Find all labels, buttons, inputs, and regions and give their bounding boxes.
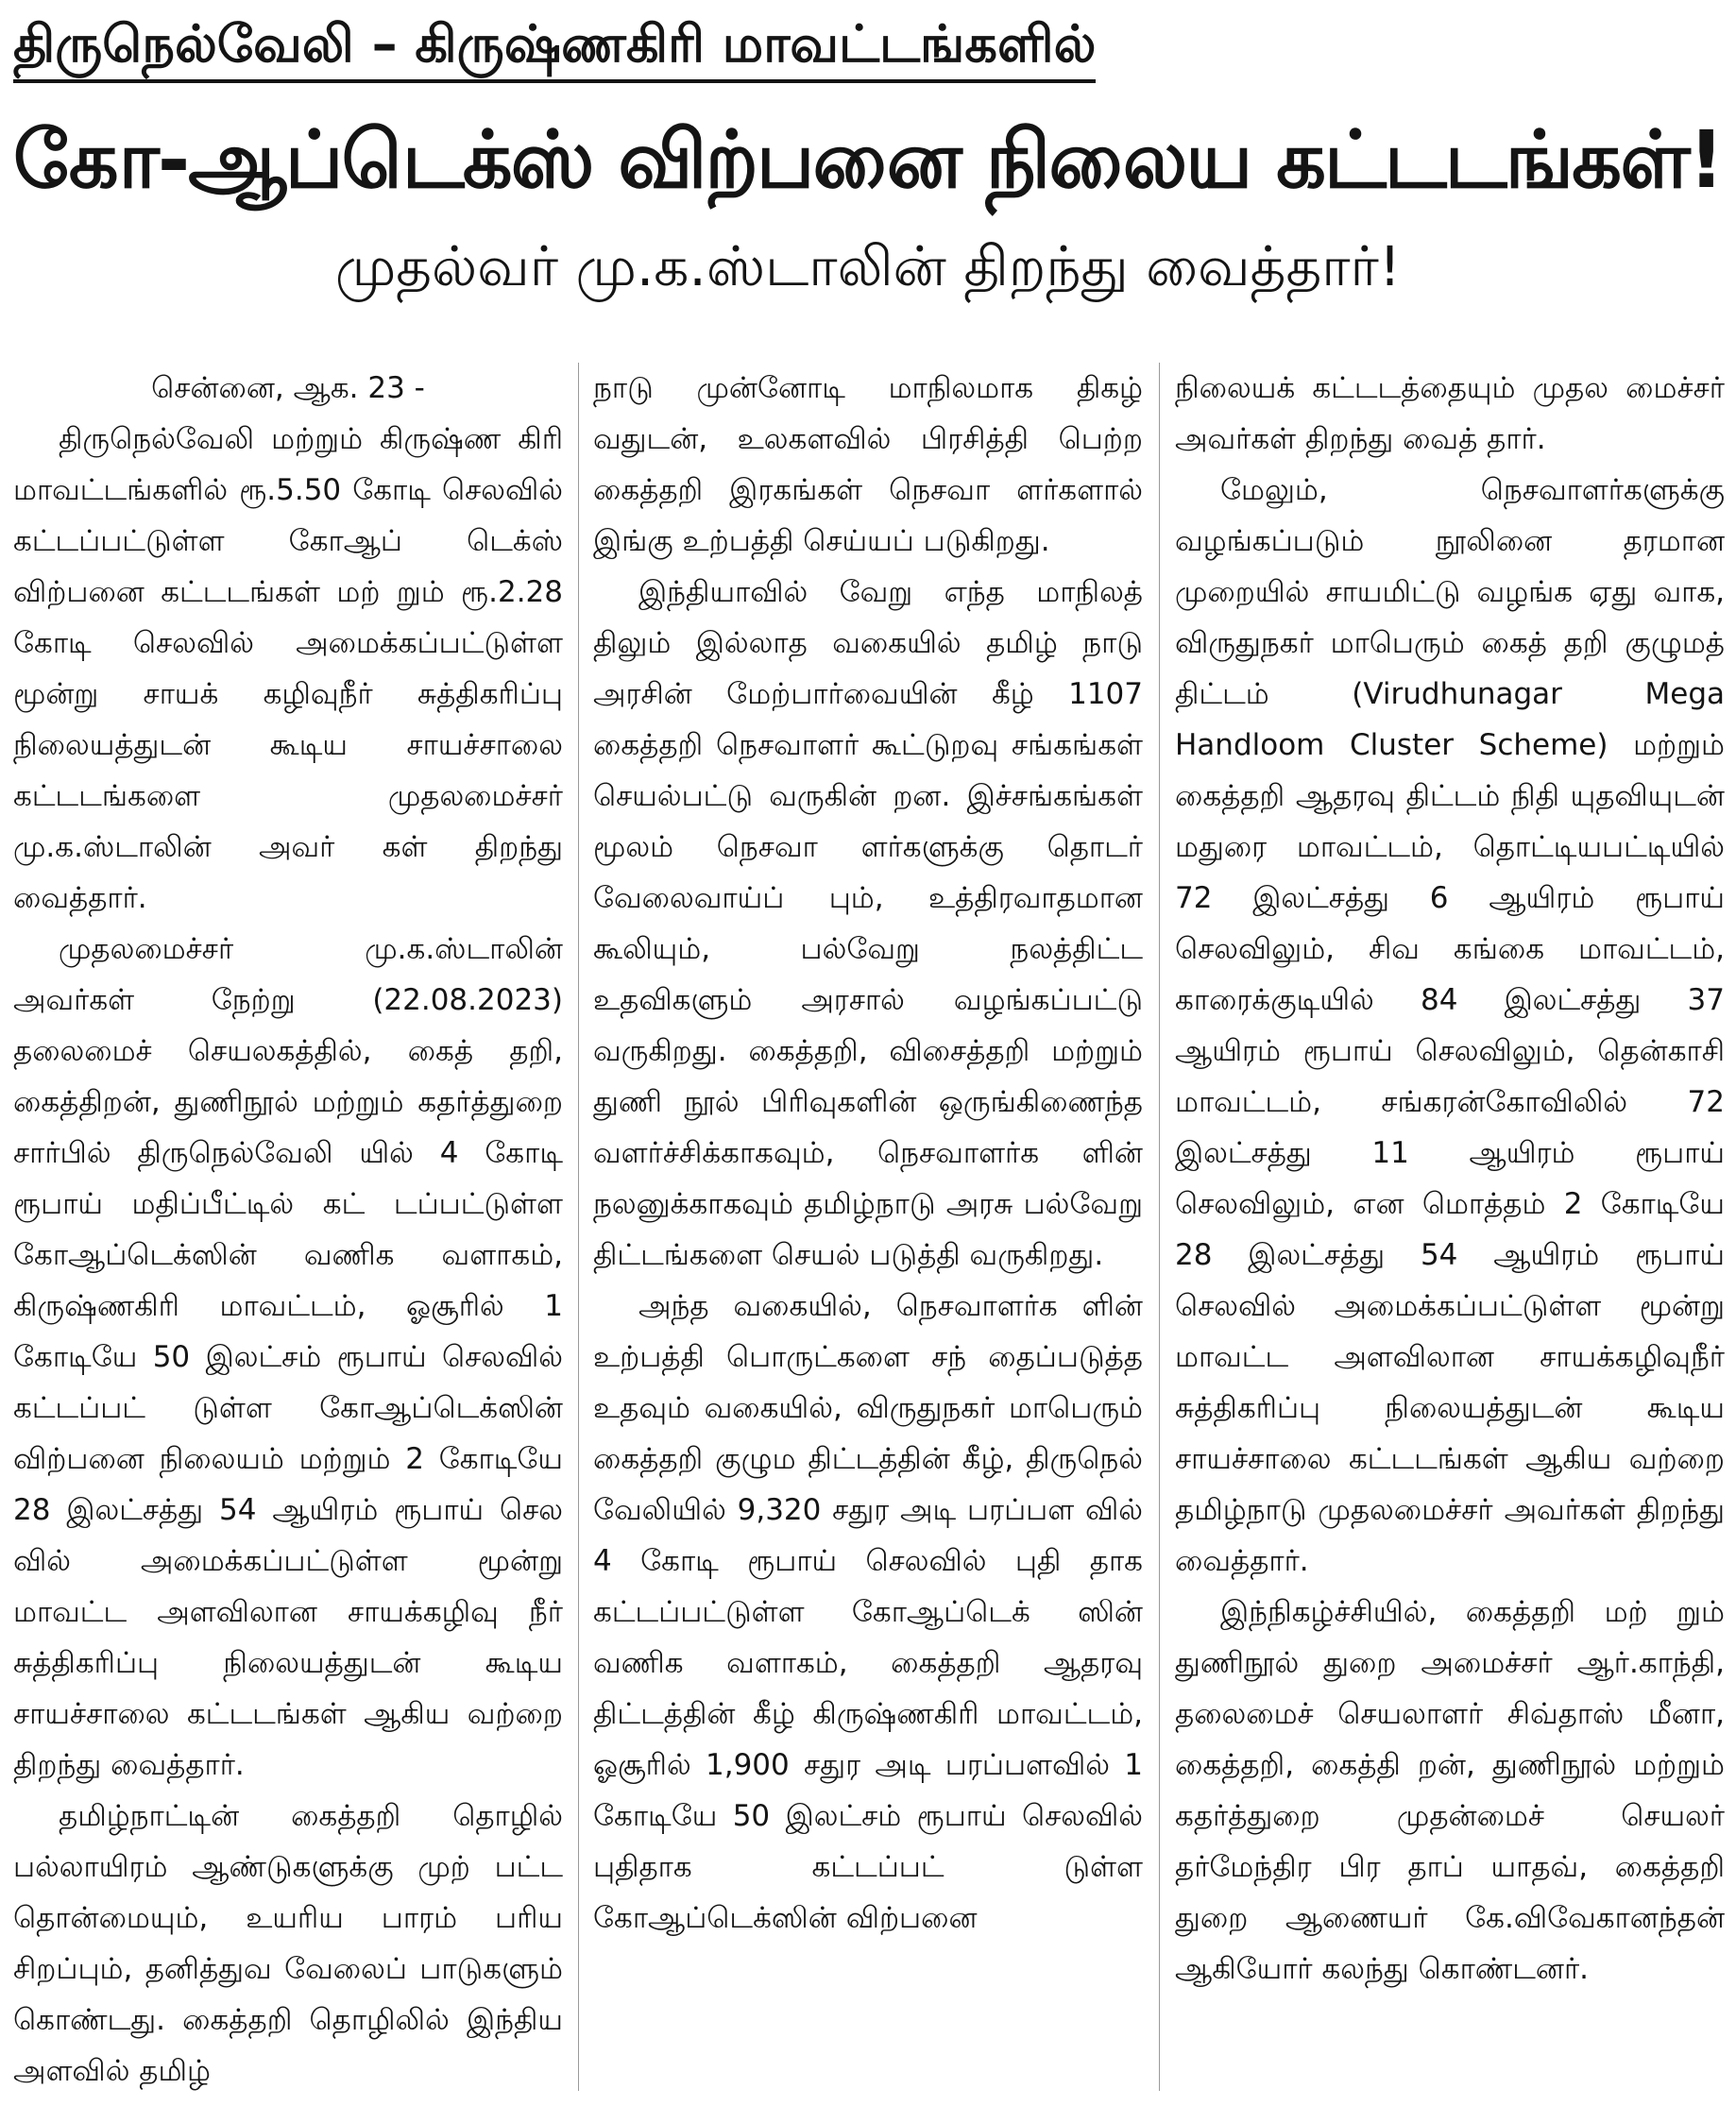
article-column-3: [1175, 363, 1725, 2091]
headline: கோ-ஆப்டெக்ஸ் விற்பனை நிலைய கட்டடங்கள்!: [13, 113, 1723, 206]
article-column-2: [593, 363, 1143, 2091]
column-divider: [1159, 363, 1160, 2091]
kicker-container: [13, 0, 1723, 87]
kicker-title: திருநெல்வேலி – கிருஷ்ணகிரி மாவட்டங்களில்: [13, 13, 1096, 83]
column-divider: [578, 363, 579, 2091]
dateline-paragraph: [13, 363, 563, 414]
dateline: சென்னை, ஆக. 23 -: [151, 371, 425, 405]
article-paragraph: இந்தியாவில் வேறு எந்த மாநிலத் திலும் இல்லாத வகையில் தமிழ் நாடு அரசின் மேற்பார்வையின் கீழ் 1107 கைத்தறி நெசவாளர் கூட்டுறவு சங்கங்கள் செயல்பட்டு வருகின் றன. இச்சங்கங்கள் மூலம் நெசவா ளர்களுக்கு தொடர் வேலைவாய்ப் பும், உத்திரவாதமான கூலியும், பல்வேறு நலத்திட்ட உதவிகளும் அரசால் வழங்கப்பட்டு வருகிறது. கைத்தறி, விசைத்தறி மற்றும் துணி நூல் பிரிவுகளின் ஒருங்கிணைந்த வளர்ச்சிக்காகவும், நெசவாளர்க ளின் நலனுக்காகவும் தமிழ்நாடு அரசு பல்வேறு திட்டங்களை செயல் படுத்தி வருகிறது.: [593, 575, 1143, 1272]
article-paragraph: முதலமைச்சர் மு.க.ஸ்டாலின் அவர்கள் நேற்று (22.08.2023) தலைமைச் செயலகத்தில், கைத் தறி, கைத்திறன், துணிநூல் மற்றும் கதர்த்துறை சார்பில் திருநெல்வேலி யில் 4 கோடி ரூபாய் மதிப்பீட்டில் கட் டப்பட்டுள்ள கோஆப்டெக்ஸின் வணிக வளாகம், கிருஷ்ணகிரி மாவட்டம், ஓசூரில் 1 கோடியே 50 இலட்சம் ரூபாய் செலவில் கட்டப்பட் டுள்ள கோஆப்டெக்ஸின் விற்பனை நிலையம் மற்றும் 2 கோடியே 28 இலட்சத்து 54 ஆயிரம் ரூபாய் செல வில் அமைக்கப்பட்டுள்ள மூன்று மாவட்ட அளவிலான சாயக்கழிவு நீர் சுத்திகரிப்பு நிலையத்துடன் கூடிய சாயச்சாலை கட்டடங்கள் ஆகிய வற்றை திறந்து வைத்தார்.: [13, 932, 563, 1782]
article-paragraph: திருநெல்வேலி மற்றும் கிருஷ்ண கிரி மாவட்டங்களில் ரூ.5.50 கோடி செலவில் கட்டப்பட்டுள்ள கோஆப் டெக்ஸ் விற்பனை கட்டடங்கள் மற் றும் ரூ.2.28 கோடி செலவில் அமைக்கப்பட்டுள்ள மூன்று சாயக் கழிவுநீர் சுத்திகரிப்பு நிலையத்துடன் கூடிய சாயச்சாலை கட்டடங்களை முதலமைச்சர் மு.க.ஸ்டாலின் அவர் கள் திறந்து வைத்தார்.: [13, 422, 563, 915]
article-paragraph: மேலும், நெசவாளர்களுக்கு வழங்கப்படும் நூலினை தரமான முறையில் சாயமிட்டு வழங்க ஏது வாக, விருதுநகர் மாபெரும் கைத் தறி குழுமத் திட்டம் (Virudhunagar Mega Handloom Cluster Scheme) மற்றும் கைத்தறி ஆதரவு திட்டம் நிதி யுதவியுடன் மதுரை மாவட்டம், தொட்டியபட்டியில் 72 இலட்சத்து 6 ஆயிரம் ரூபாய் செலவிலும், சிவ கங்கை மாவட்டம், காரைக்குடியில் 84 இலட்சத்து 37 ஆயிரம் ரூபாய் செலவிலும், தென்காசி மாவட்டம், சங்கரன்கோவிலில் 72 இலட்சத்து 11 ஆயிரம் ரூபாய் செலவிலும், என மொத்தம் 2 கோடியே 28 இலட்சத்து 54 ஆயிரம் ரூபாய் செலவில் அமைக்கப்பட்டுள்ள மூன்று மாவட்ட அளவிலான சாயக்கழிவுநீர் சுத்திகரிப்பு நிலையத்துடன் கூடிய சாயச்சாலை கட்டடங்கள் ஆகிய வற்றை தமிழ்நாடு முதலமைச்சர் அவர்கள் திறந்து வைத்தார்.: [1175, 473, 1725, 1578]
article-columns: [0, 363, 1736, 2091]
article-column-1: [13, 363, 563, 2091]
subheadline: முதல்வர் மு.க.ஸ்டாலின் திறந்து வைத்தார்!: [334, 234, 1402, 298]
article-paragraph: தமிழ்நாட்டின் கைத்தறி தொழில் பல்லாயிரம் ஆண்டுகளுக்கு முற் பட்ட தொன்மையும், உயரிய பாரம் பரிய சிறப்பும், தனித்துவ வேலைப் பாடுகளும் கொண்டது. கைத்தறி தொழிலில் இந்திய அளவில் தமிழ்: [13, 1799, 563, 2088]
article-paragraph: நிலையக் கட்டடத்தையும் முதல மைச்சர் அவர்கள் திறந்து வைத் தார்.: [1175, 371, 1725, 456]
article-paragraph: இந்நிகழ்ச்சியில், கைத்தறி மற் றும் துணிநூல் துறை அமைச்சர் ஆர்.காந்தி, தலைமைச் செயலாளர் சிவ்தாஸ் மீனா, கைத்தறி, கைத்தி றன், துணிநூல் மற்றும் கதர்த்துறை முதன்மைச் செயலர் தர்மேந்திர பிர தாப் யாதவ், கைத்தறி துறை ஆணையர் கே.விவேகானந்தன் ஆகியோர் கலந்து கொண்டனர்.: [1175, 1595, 1725, 1986]
article-paragraph: அந்த வகையில், நெசவாளர்க ளின் உற்பத்தி பொருட்களை சந் தைப்படுத்த உதவும் வகையில், விருதுநகர் மாபெரும் கைத்தறி குழும திட்டத்தின் கீழ், திருநெல் வேலியில் 9,320 சதுர அடி பரப்பள வில் 4 கோடி ரூபாய் செலவில் புதி தாக கட்டப்பட்டுள்ள கோஆப்டெக் ஸின் வணிக வளாகம், கைத்தறி ஆதரவு திட்டத்தின் கீழ் கிருஷ்ணகிரி மாவட்டம், ஓசூரில் 1,900 சதுர அடி பரப்பளவில் 1 கோடியே 50 இலட்சம் ரூபாய் செலவில் புதிதாக கட்டப்பட் டுள்ள கோஆப்டெக்ஸின் விற்பனை: [593, 1289, 1143, 1935]
article-paragraph: நாடு முன்னோடி மாநிலமாக திகழ் வதுடன், உலகளவில் பிரசித்தி பெற்ற கைத்தறி இரகங்கள் நெசவா ளர்களால் இங்கு உற்பத்தி செய்யப் படுகிறது.: [593, 371, 1143, 558]
